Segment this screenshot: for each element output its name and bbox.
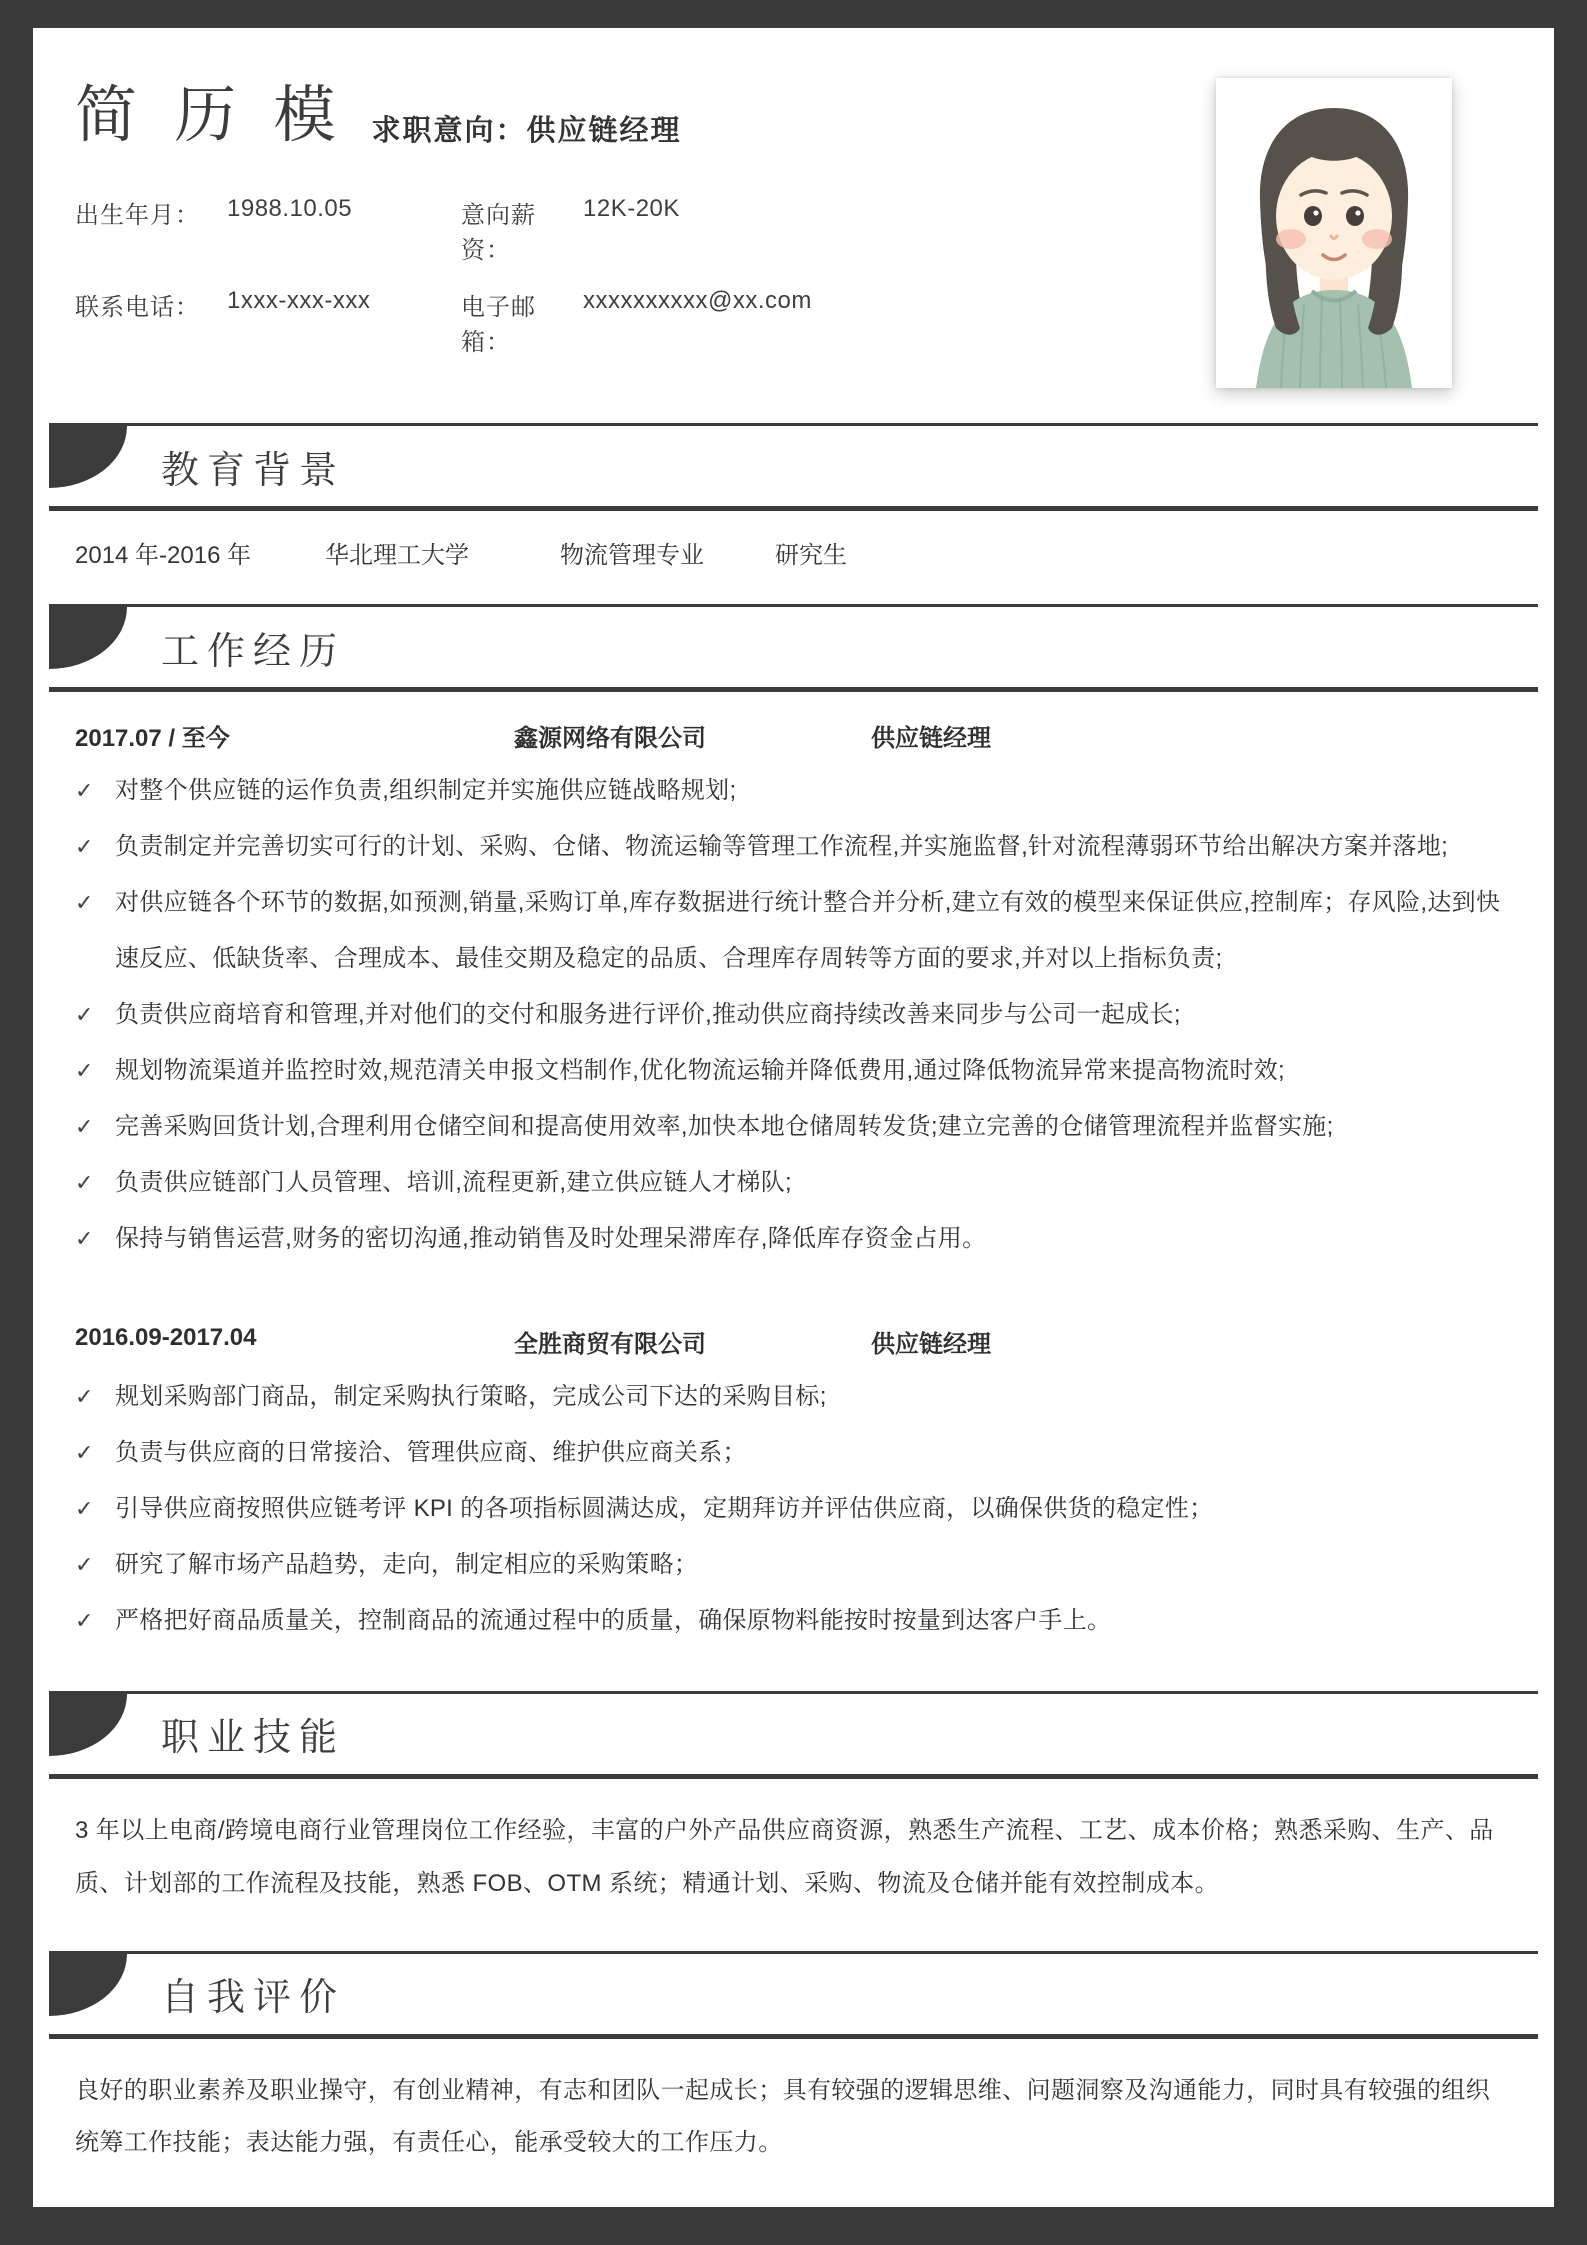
job-bullet <box>75 1425 1512 1481</box>
job-bullet-text: 负责供应链部门人员管理、培训,流程更新,建立供应链人才梯队; <box>115 1168 793 1196</box>
job-bullet <box>75 819 1512 875</box>
email-value: xxxxxxxxxx@xx.com <box>583 287 812 315</box>
section-header-skills <box>49 1691 1538 1779</box>
section-corner-shape <box>49 426 127 488</box>
section-title: 职业技能 <box>161 1717 346 1760</box>
education-period: 2014 年-2016 年 <box>75 542 252 570</box>
job-header <box>75 718 1512 753</box>
education-degree: 研究生 <box>775 542 847 570</box>
education-school: 华北理工大学 <box>325 542 469 570</box>
job-bullet <box>75 1155 1512 1211</box>
job-bullet <box>75 763 1512 819</box>
birth-label: 出生年月： <box>75 202 200 230</box>
job-period: 2017.07 / 至今 <box>75 725 230 753</box>
job-bullet-text: 对供应链各个环节的数据,如预测,销量,采购订单,库存数据进行统计整合并分析,建立有效的模型来保证供应,控制库；存风险,达到快速反应、低缺货率、合理成本、最佳交期及稳定的品质、合理库存周转等方面的要求,并对以上指标负责; <box>115 889 1501 973</box>
birth-value: 1988.10.05 <box>227 195 353 223</box>
check-icon: ✓ <box>75 1496 94 1522</box>
page-title: 简 历 模 <box>75 81 346 150</box>
job-bullet-text: 保持与销售运营,财务的密切沟通,推动销售及时处理呆滞库存,降低库存资金占用。 <box>115 1224 987 1252</box>
job-bullet <box>75 1099 1512 1155</box>
check-icon: ✓ <box>75 1001 94 1027</box>
job-bullet-list <box>75 1369 1512 1649</box>
job-bullet-text: 负责与供应商的日常接洽、管理供应商、维护供应商关系； <box>115 1439 747 1467</box>
evaluation-text: 良好的职业素养及职业操守，有创业精神，有志和团队一起成长；具有较强的逻辑思维、问题洞察及沟通能力，同时具有较强的组织统筹工作技能；表达能力强，有责任心，能承受较大的工作压力。 <box>75 2076 1491 2157</box>
job-header <box>75 1324 1512 1359</box>
section-corner-shape <box>49 1954 127 2016</box>
avatar-illustration <box>1216 78 1452 388</box>
job-bullet-text: 规划采购部门商品，制定采购执行策略，完成公司下达的采购目标; <box>115 1383 827 1411</box>
salary-label: 意向薪资： <box>461 202 536 265</box>
section-title: 工作经历 <box>161 630 346 673</box>
job-intention-label: 求职意向： <box>371 115 527 148</box>
section-header-evaluation <box>49 1951 1538 2039</box>
check-icon: ✓ <box>75 1552 94 1578</box>
section-title: 教育背景 <box>161 449 346 492</box>
job-bullet <box>75 1537 1512 1593</box>
check-icon: ✓ <box>75 1225 94 1251</box>
skills-text: 3 年以上电商/跨境电商行业管理岗位工作经验，丰富的户外产品供应商资源，熟悉生产流程、工艺、成本价格；熟悉采购、生产、品质、计划部的工作流程及技能，熟悉 FOB、OTM 系统；精通计划、采购、物流及仓储并能有效控制成本。 <box>75 1816 1494 1897</box>
check-icon: ✓ <box>75 1384 94 1410</box>
contact-info <box>75 195 1125 357</box>
phone-label: 联系电话： <box>75 294 200 322</box>
check-icon: ✓ <box>75 778 94 804</box>
job-position: 供应链经理 <box>871 1331 991 1359</box>
job-bullet-text: 对整个供应链的运作负责,组织制定并实施供应链战略规划; <box>115 777 737 805</box>
check-icon: ✓ <box>75 1608 94 1634</box>
job-bullet-text: 研究了解市场产品趋势，走向，制定相应的采购策略； <box>115 1551 699 1579</box>
profile-photo <box>1216 78 1452 388</box>
section-corner-shape <box>49 1694 127 1756</box>
section-title: 自我评价 <box>161 1977 346 2020</box>
email-label: 电子邮箱： <box>461 294 536 357</box>
job-intention-value: 供应链经理 <box>526 115 682 148</box>
job-bullet-text: 完善采购回货计划,合理利用仓储空间和提高使用效率,加快本地仓储周转发货;建立完善的仓储管理流程并监督实施; <box>115 1112 1334 1140</box>
check-icon: ✓ <box>75 1440 94 1466</box>
job-bullet-text: 负责制定并完善切实可行的计划、采购、仓储、物流运输等管理工作流程,并实施监督,针对流程薄弱环节给出解决方案并落地; <box>115 833 1449 861</box>
job-bullet <box>75 875 1512 987</box>
phone-value: 1xxx-xxx-xxx <box>227 287 371 315</box>
job-intention <box>371 108 681 149</box>
section-header-work <box>49 604 1538 692</box>
job-bullet <box>75 1593 1512 1649</box>
job-bullet-text: 引导供应商按照供应链考评 KPI 的各项指标圆满达成，定期拜访并评估供应商，以确保供货的稳定性； <box>115 1495 1214 1523</box>
job-bullet <box>75 1211 1512 1267</box>
job-entry-1 <box>75 718 1512 1266</box>
education-row <box>75 535 1512 570</box>
job-company: 鑫源网络有限公司 <box>514 725 706 753</box>
job-bullet <box>75 1369 1512 1425</box>
job-bullet-text: 严格把好商品质量关，控制商品的流通过程中的质量，确保原物料能按时按量到达客户手上。 <box>115 1607 1112 1635</box>
education-major: 物流管理专业 <box>560 542 704 570</box>
job-position: 供应链经理 <box>871 725 991 753</box>
check-icon: ✓ <box>75 890 94 916</box>
job-bullet <box>75 1481 1512 1537</box>
salary-value: 12K-20K <box>583 195 680 223</box>
section-corner-shape <box>49 607 127 669</box>
job-bullet <box>75 1043 1512 1099</box>
section-header-education <box>49 423 1538 511</box>
check-icon: ✓ <box>75 1169 94 1195</box>
job-period: 2016.09-2017.04 <box>75 1324 257 1352</box>
check-icon: ✓ <box>75 834 94 860</box>
job-company: 全胜商贸有限公司 <box>514 1331 706 1359</box>
job-bullet-text: 负责供应商培育和管理,并对他们的交付和服务进行评价,推动供应商持续改善来同步与公司一起成长; <box>115 1000 1181 1028</box>
job-bullet-text: 规划物流渠道并监控时效,规范清关申报文档制作,优化物流运输并降低费用,通过降低物流异常来提高物流时效; <box>115 1056 1285 1084</box>
check-icon: ✓ <box>75 1113 94 1139</box>
job-bullet <box>75 987 1512 1043</box>
job-bullet-list <box>75 763 1512 1266</box>
check-icon: ✓ <box>75 1057 94 1083</box>
job-entry-2 <box>75 1324 1512 1649</box>
